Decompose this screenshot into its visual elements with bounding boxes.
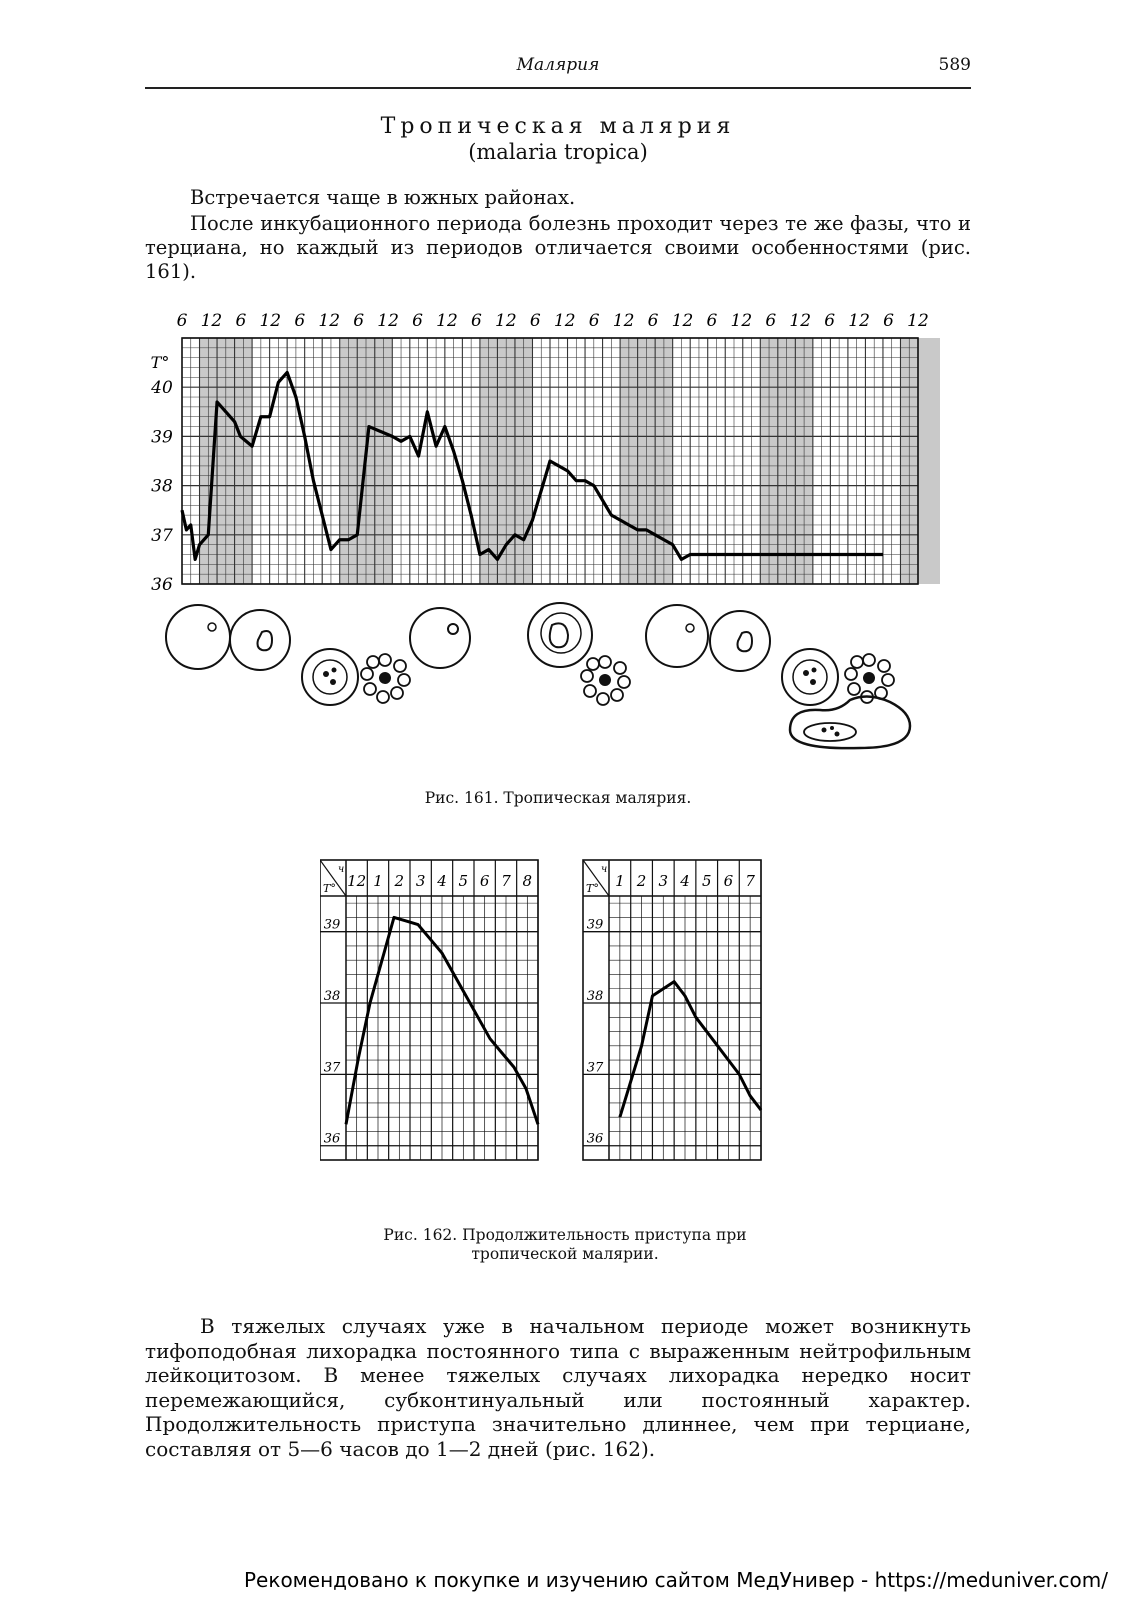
x-tick-label: 6	[353, 311, 365, 331]
y-tick-label: 39	[323, 917, 341, 933]
x-tick-label: 8	[522, 872, 533, 890]
y-tick-label: 38	[323, 989, 341, 1005]
intro-paragraph-1: Встречается чаще в южных районах.	[190, 186, 576, 209]
x-tick-label: 5	[458, 872, 469, 890]
merozoite-rosette-icon	[581, 656, 630, 705]
x-tick-label: 3	[415, 872, 426, 890]
y-tick-label: 39	[586, 917, 604, 933]
merozoite-rosette-icon	[361, 654, 410, 703]
schizont-icon	[302, 649, 358, 705]
y-tick-label: 40	[151, 378, 173, 399]
y-tick-label: 38	[151, 476, 173, 497]
x-tick-label: 6	[723, 872, 734, 890]
x-tick-label: 6	[588, 311, 600, 331]
intro-paragraph-2: После инкубационного периода болезнь проходит через те же фазы, что и терциана, но каждый из периодов отличается своими особенностями (рис. 161).	[145, 212, 971, 283]
y-tick-label: 39	[151, 427, 173, 448]
x-tick-label: 6	[883, 311, 894, 331]
young-trophozoite-icon	[230, 610, 290, 670]
x-tick-label: 3	[658, 872, 669, 890]
young-trophozoite-icon	[710, 611, 770, 671]
x-tick-label: 6	[479, 872, 490, 890]
y-axis-ticks	[150, 353, 173, 595]
figure-162	[320, 855, 790, 1185]
ring-trophozoite-icon	[646, 605, 708, 667]
young-trophozoite-icon	[528, 603, 592, 667]
ring-trophozoite-icon	[410, 608, 470, 668]
x-tick-label: 7	[745, 872, 755, 890]
x-tick-label: 6	[294, 311, 306, 331]
running-title: Малярия	[516, 55, 600, 75]
x-tick-label: 6	[647, 311, 659, 331]
x-tick-label: 12	[377, 311, 399, 331]
running-head	[145, 55, 971, 89]
parasite-stage-drawings	[166, 603, 910, 748]
chart-frame	[583, 860, 761, 1160]
x-tick-label: 12	[789, 311, 812, 331]
chart-frame	[320, 860, 538, 1160]
x-tick-label: 12	[347, 872, 367, 890]
x-tick-label: 6	[235, 311, 247, 331]
schizont-icon	[782, 649, 838, 705]
y-tick-label: 36	[151, 575, 173, 595]
x-tick-label: 12	[318, 311, 341, 331]
y-tick-label: 37	[151, 525, 173, 546]
corner-label-time: ч	[338, 864, 345, 875]
x-tick-label: 6	[706, 311, 718, 331]
x-tick-label: 6	[412, 311, 423, 331]
figure-161	[140, 300, 940, 770]
section-subtitle: (malaria tropica)	[468, 140, 648, 164]
x-tick-label: 12	[259, 311, 282, 331]
chart-attack-duration-b	[583, 860, 761, 1160]
figure-162-caption: Рис. 162. Продолжительность приступа при тропической малярии.	[383, 1226, 747, 1263]
shaded-band	[900, 338, 940, 584]
x-tick-label: 1	[373, 872, 383, 890]
x-tick-label: 2	[394, 872, 405, 890]
y-axis-label: T°	[150, 353, 170, 372]
x-tick-label: 6	[765, 311, 777, 331]
corner-label-time: ч	[601, 864, 608, 875]
x-tick-label: 12	[553, 311, 576, 331]
figure-161-caption: Рис. 161. Тропическая малярия.	[424, 789, 692, 807]
y-tick-label: 37	[586, 1060, 604, 1076]
y-tick-label: 36	[586, 1131, 604, 1147]
closing-paragraph: В тяжелых случаях уже в начальном периоде может возникнуть тифоподобная лихорадка постоянного типа с выраженным нейтрофильным лейкоцитозом. В менее тяжелых случаях лихорадка нередко носит перемежающийся, субконтинуальный или постоянный характер. Продолжительность приступа значительно длиннее, чем при терциане, составляя от 5—6 часов до 1—2 дней (рис. 162).	[145, 1314, 971, 1461]
corner-label-temp: T°	[586, 882, 599, 895]
x-tick-label: 7	[501, 872, 511, 890]
x-tick-label: 2	[636, 872, 647, 890]
x-tick-label: 1	[615, 872, 625, 890]
x-tick-label: 4	[680, 872, 690, 890]
x-tick-label: 12	[495, 311, 517, 331]
page-number: 589	[938, 55, 971, 75]
x-tick-label: 12	[436, 311, 458, 331]
x-tick-label: 6	[529, 311, 541, 331]
x-tick-label: 12	[730, 311, 753, 331]
ring-trophozoite-icon	[166, 605, 230, 669]
section-title: Тропическая малярия	[380, 114, 736, 139]
x-tick-label: 5	[701, 872, 712, 890]
x-tick-label: 12	[200, 311, 223, 331]
x-tick-label: 12	[907, 311, 929, 331]
x-tick-label: 6	[470, 311, 482, 331]
footer-recommendation: Рекомендовано к покупке и изучению сайтом МедУнивер - https://meduniver.com/	[244, 1568, 1108, 1592]
x-tick-label: 12	[848, 311, 870, 331]
x-tick-label: 4	[437, 872, 447, 890]
corner-label-temp: T°	[323, 882, 336, 895]
x-tick-label: 12	[671, 311, 694, 331]
y-tick-label: 36	[323, 1131, 341, 1147]
x-tick-label: 6	[176, 311, 188, 331]
y-tick-label: 38	[586, 989, 604, 1005]
x-tick-label: 12	[612, 311, 635, 331]
chart-attack-duration-a	[320, 860, 538, 1160]
x-tick-label: 6	[824, 311, 836, 331]
x-axis-ticks	[177, 311, 929, 331]
y-tick-label: 37	[323, 1060, 341, 1076]
